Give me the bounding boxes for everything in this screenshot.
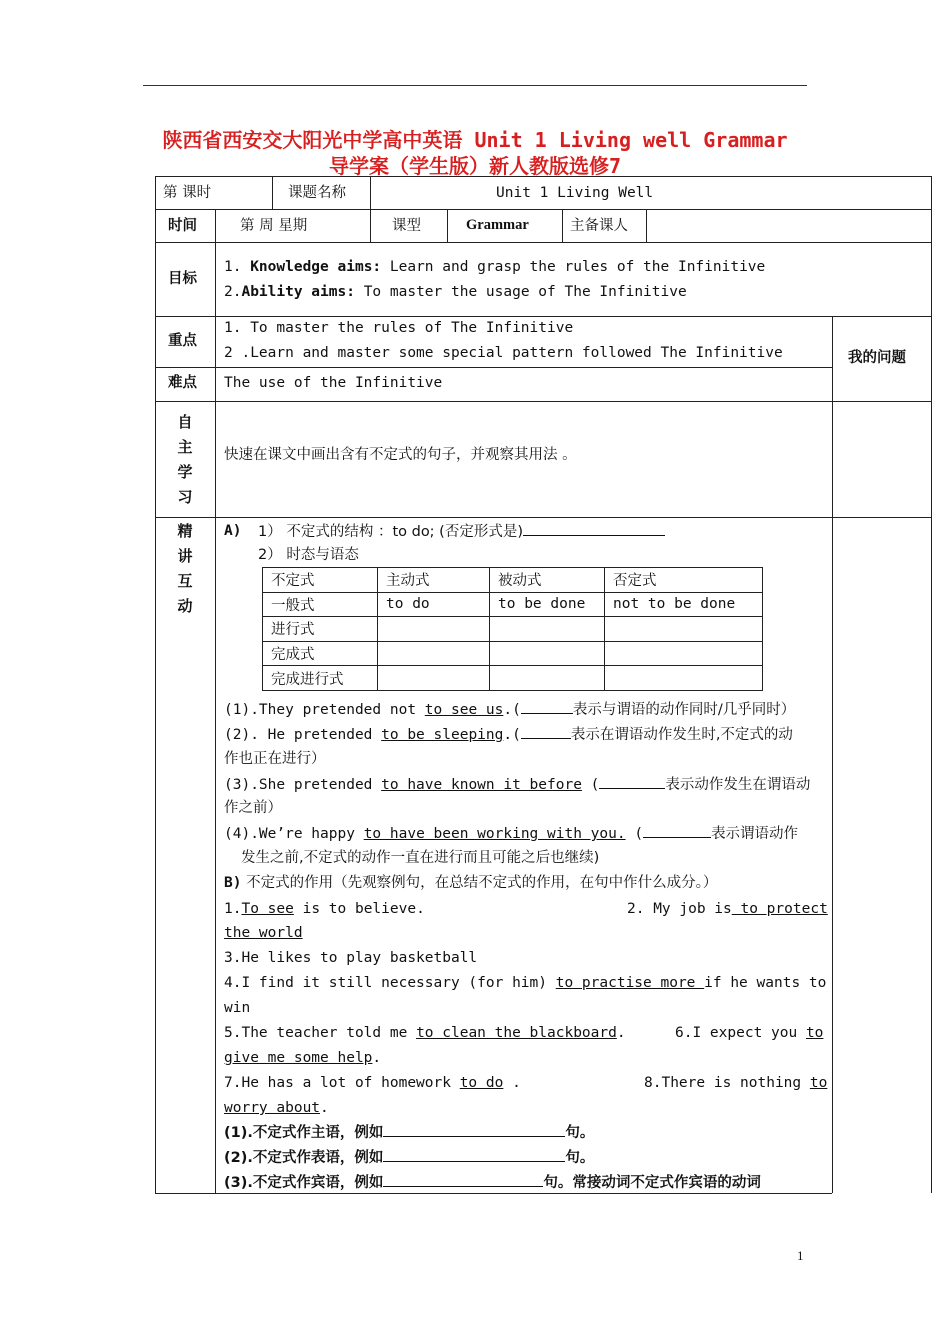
- time-label: 时间: [168, 218, 197, 234]
- type-value: Grammar: [466, 217, 529, 233]
- difficulty-text: The use of the Infinitive: [224, 375, 443, 391]
- function-object: (3).不定式作宾语，例如 句。常接动词不定式作宾语的动词: [224, 1172, 761, 1193]
- topic-label: 课题名称: [288, 185, 346, 201]
- sentence-2: 2. My job is to protect: [627, 901, 828, 917]
- tense-table: [262, 567, 763, 691]
- table-row: 完成进行式: [263, 666, 763, 691]
- example-3-cont: 作之前）: [224, 800, 282, 816]
- function-predicative: (2).不定式作表语，例如 句。: [224, 1147, 594, 1168]
- example-4: (4).We’re happy to have been working with you. ( 表示谓语动作: [224, 823, 798, 844]
- week-label: 第 周 星期: [240, 218, 308, 234]
- key-points-label: 重点: [168, 333, 197, 349]
- table-row: 完成式: [263, 641, 763, 666]
- difficulty-label: 难点: [168, 375, 197, 391]
- sentence-3: 3.He likes to play basketball: [224, 950, 478, 966]
- sentence-8-cont: worry about.: [224, 1100, 329, 1116]
- self-study-text: 快速在课文中画出含有不定式的句子，并观察其用法 。: [224, 447, 577, 463]
- sentence-4-cont: win: [224, 1000, 251, 1016]
- table-row: 一般式 to do to be done not to be done: [263, 592, 763, 617]
- example-4-cont: 发生之前,不定式的动作一直在进行而且可能之后也继续): [241, 850, 600, 866]
- goals-label: 目标: [168, 271, 197, 287]
- sentence-2-cont: the world: [224, 925, 303, 941]
- document-title-line1: 陕西省西安交大阳光中学高中英语 Unit 1 Living well Grammar: [162, 128, 788, 152]
- table-row: 进行式: [263, 617, 763, 642]
- topic-value: Unit 1 Living Well: [496, 185, 654, 201]
- page-number: 1: [797, 1248, 804, 1263]
- key-point-1: 1. To master the rules of The Infinitive: [224, 320, 574, 336]
- sentence-1: 1.To see is to believe.: [224, 901, 425, 917]
- function-subject: (1).不定式作主语，例如 句。: [224, 1122, 594, 1143]
- goal-ability: 2.Ability aims: To master the usage of The Infinitive: [224, 284, 687, 300]
- example-2-cont: 作也正在进行）: [224, 751, 326, 767]
- planner-label: 主备课人: [570, 218, 628, 234]
- table-row: 不定式 主动式 被动式 否定式: [263, 568, 763, 593]
- example-2: (2). He pretended to be sleeping.( 表示在谓语动作发生时,不定式的动: [224, 724, 793, 745]
- sentence-6-cont: give me some help.: [224, 1050, 382, 1066]
- sentence-4: 4.I find it still necessary (for him) to practise more if he wants to: [224, 975, 827, 991]
- lesson-label: 第 课时: [163, 185, 212, 201]
- key-point-2: 2 .Learn and master some special pattern followed The Infinitive: [224, 345, 783, 361]
- self-study-label: 自 主 学 习: [177, 413, 193, 506]
- infinitive-structure-line: 1） 不定式的结构 ：to do; (否定形式是): [258, 521, 665, 542]
- top-rule: [143, 85, 807, 86]
- sentence-6: 6.I expect you to: [675, 1025, 824, 1041]
- section-b: B) 不定式的作用（先观察例句，在总结不定式的作用，在句中作什么成分。）: [224, 875, 718, 891]
- sentence-5: 5.The teacher told me to clean the blackboard.: [224, 1025, 626, 1041]
- document-title-line2: 导学案（学生版）新人教版选修7: [328, 154, 622, 178]
- lecture-label: 精 讲 互 动: [177, 522, 193, 615]
- example-1: (1).They pretended not to see us.( 表示与谓语的动作同时/几乎同时）: [224, 699, 795, 720]
- example-3: (3).She pretended to have known it before ( 表示动作发生在谓语动: [224, 774, 810, 795]
- goal-knowledge: 1. Knowledge aims: Learn and grasp the rules of the Infinitive: [224, 259, 766, 275]
- section-a-label: A): [224, 523, 242, 539]
- sentence-8: 8.There is nothing to: [644, 1075, 828, 1091]
- my-questions-label: 我的问题: [848, 350, 906, 366]
- type-label: 课型: [392, 218, 421, 234]
- tense-voice-line: 2） 时态与语态: [258, 547, 359, 563]
- sentence-7: 7.He has a lot of homework to do .: [224, 1075, 521, 1091]
